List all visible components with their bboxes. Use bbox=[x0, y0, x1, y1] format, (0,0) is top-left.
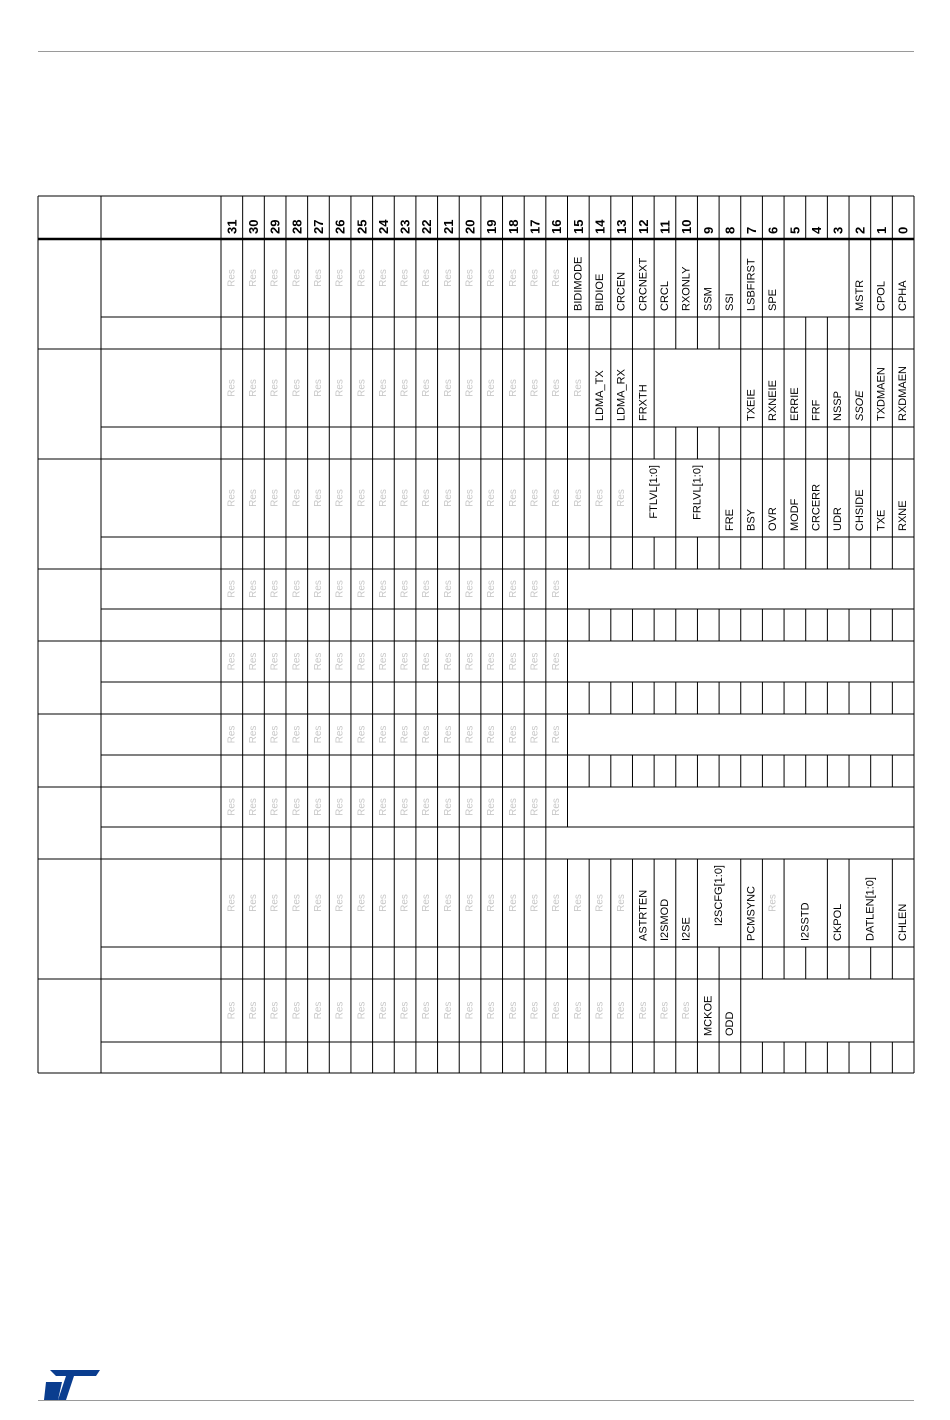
field-bsy: BSY bbox=[745, 508, 758, 531]
reserved-bit-28: Res bbox=[291, 1001, 303, 1020]
reserved-bit-26: Res bbox=[334, 725, 346, 744]
field-mstr: MSTR bbox=[853, 279, 866, 311]
reserved-bit-24: Res bbox=[377, 652, 389, 671]
reserved-bit-19: Res bbox=[486, 1001, 498, 1020]
reserved-bit-30: Res bbox=[247, 379, 259, 397]
reserved-bit-14: Res bbox=[594, 489, 606, 507]
reserved-bit-24: Res bbox=[377, 725, 389, 744]
reserved-bit-29: Res bbox=[269, 798, 281, 816]
field-mckoe: MCKOE bbox=[702, 995, 715, 1036]
reserved-bit-30: Res bbox=[247, 489, 259, 507]
field-frf: FRF bbox=[810, 399, 823, 421]
reserved-bit-20: Res bbox=[464, 725, 476, 744]
reserved-bit-22: Res bbox=[421, 894, 433, 912]
field-ovr: OVR bbox=[767, 507, 780, 531]
reserved-bit-20: Res bbox=[464, 269, 476, 287]
reserved-bit-27: Res bbox=[312, 269, 324, 287]
reserved-bit-28: Res bbox=[291, 725, 303, 744]
reserved-bit-16: Res bbox=[551, 379, 563, 397]
field-modf: MODF bbox=[788, 498, 801, 531]
reserved-bit-6: Res bbox=[767, 894, 779, 912]
bit-number-11: 11 bbox=[657, 220, 673, 234]
bit-number-10: 10 bbox=[679, 219, 695, 234]
reserved-bit-28: Res bbox=[291, 894, 303, 912]
reserved-bit-25: Res bbox=[356, 489, 368, 507]
field-i2sstd: I2SSTD bbox=[799, 902, 812, 941]
field-bidimode: BIDIMODE bbox=[572, 256, 585, 311]
reserved-bit-17: Res bbox=[529, 894, 541, 912]
bit-number-15: 15 bbox=[570, 219, 586, 234]
reserved-bit-20: Res bbox=[464, 489, 476, 507]
field-udr: UDR bbox=[832, 507, 845, 531]
reserved-bit-28: Res bbox=[291, 489, 303, 507]
reserved-bit-30: Res bbox=[247, 1001, 259, 1020]
field-rxne: RXNE bbox=[897, 500, 910, 531]
field-ftlvl-1-0-: FTLVL[1:0] bbox=[648, 465, 661, 519]
reserved-bit-18: Res bbox=[507, 269, 519, 287]
field-crcl: CRCL bbox=[658, 281, 671, 311]
reserved-bit-29: Res bbox=[269, 379, 281, 397]
reserved-bit-17: Res bbox=[529, 1001, 541, 1020]
reserved-bit-31: Res bbox=[226, 580, 238, 598]
reserved-bit-24: Res bbox=[377, 798, 389, 816]
reserved-bit-25: Res bbox=[356, 379, 368, 397]
reserved-bit-17: Res bbox=[529, 580, 541, 598]
reserved-bit-17: Res bbox=[529, 798, 541, 816]
reserved-bit-23: Res bbox=[399, 489, 411, 507]
reserved-bit-27: Res bbox=[312, 652, 324, 671]
reserved-bit-22: Res bbox=[421, 489, 433, 507]
reserved-bit-25: Res bbox=[356, 894, 368, 912]
reserved-bit-22: Res bbox=[421, 798, 433, 816]
reserved-bit-18: Res bbox=[507, 379, 519, 397]
reserved-bit-28: Res bbox=[291, 798, 303, 816]
reserved-bit-13: Res bbox=[616, 894, 628, 912]
reserved-bit-30: Res bbox=[247, 725, 259, 744]
reserved-bit-18: Res bbox=[507, 894, 519, 912]
reserved-bit-19: Res bbox=[486, 894, 498, 912]
field-bidioe: BIDIOE bbox=[593, 273, 606, 311]
reserved-bit-17: Res bbox=[529, 489, 541, 507]
reserved-bit-26: Res bbox=[334, 379, 346, 397]
reserved-bit-20: Res bbox=[464, 652, 476, 671]
reserved-bit-14: Res bbox=[594, 894, 606, 912]
field-cpol: CPOL bbox=[875, 281, 888, 311]
reserved-bit-28: Res bbox=[291, 269, 303, 287]
reserved-bit-25: Res bbox=[356, 269, 368, 287]
reserved-bit-21: Res bbox=[442, 1001, 454, 1020]
reserved-bit-15: Res bbox=[572, 1001, 584, 1020]
reserved-bit-31: Res bbox=[226, 489, 238, 507]
reserved-bit-19: Res bbox=[486, 489, 498, 507]
field-ssm: SSM bbox=[702, 287, 715, 311]
field-ckpol: CKPOL bbox=[832, 903, 845, 941]
reserved-bit-17: Res bbox=[529, 652, 541, 671]
reserved-bit-13: Res bbox=[616, 1001, 628, 1020]
reserved-bit-22: Res bbox=[421, 652, 433, 671]
reserved-bit-23: Res bbox=[399, 379, 411, 397]
reserved-bit-20: Res bbox=[464, 1001, 476, 1020]
bit-number-6: 6 bbox=[765, 226, 781, 234]
reserved-bit-26: Res bbox=[334, 798, 346, 816]
reserved-bit-29: Res bbox=[269, 269, 281, 287]
reserved-bit-27: Res bbox=[312, 894, 324, 912]
bit-number-21: 21 bbox=[440, 219, 456, 234]
reserved-bit-15: Res bbox=[572, 894, 584, 912]
bit-number-19: 19 bbox=[484, 219, 500, 234]
reserved-bit-23: Res bbox=[399, 725, 411, 744]
reserved-bit-28: Res bbox=[291, 652, 303, 671]
reserved-bit-16: Res bbox=[551, 725, 563, 744]
reserved-bit-26: Res bbox=[334, 580, 346, 598]
reserved-bit-21: Res bbox=[442, 894, 454, 912]
bit-number-16: 16 bbox=[549, 219, 565, 234]
reserved-bit-21: Res bbox=[442, 725, 454, 744]
field-frlvl-1-0-: FRLVL[1:0] bbox=[691, 465, 704, 520]
reserved-bit-21: Res bbox=[442, 489, 454, 507]
reserved-bit-16: Res bbox=[551, 1001, 563, 1020]
reserved-bit-15: Res bbox=[572, 379, 584, 397]
reserved-bit-31: Res bbox=[226, 725, 238, 744]
field-astrten: ASTRTEN bbox=[637, 889, 650, 941]
reserved-bit-21: Res bbox=[442, 798, 454, 816]
field-lsbfirst: LSBFIRST bbox=[745, 258, 758, 311]
reserved-bit-30: Res bbox=[247, 269, 259, 287]
reserved-bit-22: Res bbox=[421, 379, 433, 397]
reserved-bit-18: Res bbox=[507, 652, 519, 671]
field-pcmsync: PCMSYNC bbox=[745, 885, 758, 941]
field-ldma-rx: LDMA_RX bbox=[615, 369, 628, 421]
reserved-bit-28: Res bbox=[291, 379, 303, 397]
bit-number-30: 30 bbox=[245, 219, 261, 234]
bit-number-13: 13 bbox=[614, 219, 630, 234]
field-ldma-tx: LDMA_TX bbox=[593, 370, 606, 421]
reserved-bit-24: Res bbox=[377, 1001, 389, 1020]
field-ssoe: SSOE bbox=[853, 390, 866, 421]
reserved-bit-30: Res bbox=[247, 652, 259, 671]
reserved-bit-31: Res bbox=[226, 652, 238, 671]
reserved-bit-18: Res bbox=[507, 1001, 519, 1020]
field-rxneie: RXNEIE bbox=[767, 380, 780, 421]
reserved-bit-24: Res bbox=[377, 580, 389, 598]
reserved-bit-21: Res bbox=[442, 652, 454, 671]
reserved-bit-19: Res bbox=[486, 379, 498, 397]
bit-number-5: 5 bbox=[787, 226, 803, 234]
reserved-bit-19: Res bbox=[486, 725, 498, 744]
reserved-bit-11: Res bbox=[659, 1001, 671, 1020]
field-odd: ODD bbox=[723, 1011, 736, 1036]
reserved-bit-19: Res bbox=[486, 580, 498, 598]
bit-number-20: 20 bbox=[462, 219, 478, 234]
bit-number-14: 14 bbox=[592, 219, 608, 234]
reserved-bit-19: Res bbox=[486, 269, 498, 287]
reserved-bit-23: Res bbox=[399, 798, 411, 816]
reserved-bit-14: Res bbox=[594, 1001, 606, 1020]
reserved-bit-31: Res bbox=[226, 798, 238, 816]
reserved-bit-16: Res bbox=[551, 652, 563, 671]
reserved-bit-15: Res bbox=[572, 489, 584, 507]
reserved-bit-16: Res bbox=[551, 894, 563, 912]
reserved-bit-23: Res bbox=[399, 652, 411, 671]
reserved-bit-17: Res bbox=[529, 269, 541, 287]
field-cpha: CPHA bbox=[897, 280, 910, 311]
reserved-bit-30: Res bbox=[247, 798, 259, 816]
reserved-bit-22: Res bbox=[421, 1001, 433, 1020]
reserved-bit-17: Res bbox=[529, 725, 541, 744]
reserved-bit-31: Res bbox=[226, 269, 238, 287]
reserved-bit-21: Res bbox=[442, 269, 454, 287]
reserved-bit-24: Res bbox=[377, 894, 389, 912]
bit-number-29: 29 bbox=[267, 219, 283, 234]
reserved-bit-23: Res bbox=[399, 580, 411, 598]
reserved-bit-27: Res bbox=[312, 1001, 324, 1020]
reserved-bit-20: Res bbox=[464, 798, 476, 816]
field-chlen: CHLEN bbox=[897, 903, 910, 941]
bit-number-7: 7 bbox=[744, 226, 760, 234]
field-i2se: I2SE bbox=[680, 917, 693, 941]
bit-number-18: 18 bbox=[505, 219, 521, 234]
bit-number-17: 17 bbox=[527, 219, 543, 234]
bit-number-2: 2 bbox=[852, 226, 868, 234]
reserved-bit-22: Res bbox=[421, 580, 433, 598]
reserved-bit-20: Res bbox=[464, 580, 476, 598]
reserved-bit-25: Res bbox=[356, 652, 368, 671]
reserved-bit-29: Res bbox=[269, 725, 281, 744]
reserved-bit-22: Res bbox=[421, 725, 433, 744]
reserved-bit-13: Res bbox=[616, 489, 628, 507]
reserved-bit-16: Res bbox=[551, 798, 563, 816]
reserved-bit-24: Res bbox=[377, 379, 389, 397]
reserved-bit-25: Res bbox=[356, 798, 368, 816]
reserved-bit-17: Res bbox=[529, 379, 541, 397]
field-txdmaen: TXDMAEN bbox=[875, 367, 888, 421]
bit-number-27: 27 bbox=[310, 219, 326, 234]
reserved-bit-30: Res bbox=[247, 580, 259, 598]
reserved-bit-29: Res bbox=[269, 652, 281, 671]
reserved-bit-27: Res bbox=[312, 580, 324, 598]
bit-number-3: 3 bbox=[830, 226, 846, 234]
reserved-bit-31: Res bbox=[226, 379, 238, 397]
field-txeie: TXEIE bbox=[745, 389, 758, 421]
bit-number-25: 25 bbox=[354, 219, 370, 234]
bit-number-4: 4 bbox=[809, 226, 825, 234]
field-datlen-1-0-: DATLEN[1:0] bbox=[864, 877, 877, 941]
reserved-bit-16: Res bbox=[551, 580, 563, 598]
reserved-bit-19: Res bbox=[486, 652, 498, 671]
reserved-bit-29: Res bbox=[269, 580, 281, 598]
reserved-bit-29: Res bbox=[269, 1001, 281, 1020]
reserved-bit-18: Res bbox=[507, 489, 519, 507]
reserved-bit-12: Res bbox=[637, 1001, 649, 1020]
reserved-bit-31: Res bbox=[226, 1001, 238, 1020]
reserved-bit-25: Res bbox=[356, 1001, 368, 1020]
reserved-bit-19: Res bbox=[486, 798, 498, 816]
reserved-bit-23: Res bbox=[399, 894, 411, 912]
reserved-bit-26: Res bbox=[334, 489, 346, 507]
bit-number-9: 9 bbox=[700, 226, 716, 234]
reserved-bit-16: Res bbox=[551, 489, 563, 507]
reserved-bit-30: Res bbox=[247, 894, 259, 912]
reserved-bit-20: Res bbox=[464, 894, 476, 912]
bit-number-1: 1 bbox=[874, 226, 890, 234]
reserved-bit-24: Res bbox=[377, 269, 389, 287]
reserved-bit-25: Res bbox=[356, 580, 368, 598]
field-fre: FRE bbox=[723, 509, 736, 531]
reserved-bit-27: Res bbox=[312, 379, 324, 397]
field-rxdmaen: RXDMAEN bbox=[897, 365, 910, 421]
field-spe: SPE bbox=[767, 288, 780, 311]
field-i2smod: I2SMOD bbox=[658, 898, 671, 941]
field-nssp: NSSP bbox=[832, 391, 845, 421]
field-crcnext: CRCNEXT bbox=[637, 257, 650, 311]
field-txe: TXE bbox=[875, 509, 888, 531]
field-errie: ERRIE bbox=[788, 387, 801, 421]
bit-number-12: 12 bbox=[635, 219, 651, 234]
bit-number-26: 26 bbox=[332, 219, 348, 234]
reserved-bit-23: Res bbox=[399, 269, 411, 287]
reserved-bit-18: Res bbox=[507, 798, 519, 816]
reserved-bit-26: Res bbox=[334, 1001, 346, 1020]
bit-number-24: 24 bbox=[375, 219, 391, 234]
reserved-bit-18: Res bbox=[507, 580, 519, 598]
reserved-bit-26: Res bbox=[334, 652, 346, 671]
reserved-bit-27: Res bbox=[312, 725, 324, 744]
field-crcerr: CRCERR bbox=[810, 483, 823, 531]
bit-number-8: 8 bbox=[722, 226, 738, 234]
reserved-bit-18: Res bbox=[507, 725, 519, 744]
reserved-bit-10: Res bbox=[681, 1001, 693, 1020]
field-i2scfg-1-0-: I2SCFG[1:0] bbox=[713, 865, 726, 927]
bit-number-0: 0 bbox=[895, 226, 911, 234]
bit-number-28: 28 bbox=[289, 219, 305, 234]
reserved-bit-21: Res bbox=[442, 580, 454, 598]
reserved-bit-26: Res bbox=[334, 894, 346, 912]
reserved-bit-24: Res bbox=[377, 489, 389, 507]
field-rxonly: RXONLY bbox=[680, 266, 693, 311]
field-ssi: SSI bbox=[723, 293, 736, 311]
field-chside: CHSIDE bbox=[853, 489, 866, 531]
reserved-bit-27: Res bbox=[312, 798, 324, 816]
reserved-bit-31: Res bbox=[226, 894, 238, 912]
reserved-bit-29: Res bbox=[269, 894, 281, 912]
reserved-bit-27: Res bbox=[312, 489, 324, 507]
bit-number-31: 31 bbox=[224, 219, 240, 234]
reserved-bit-21: Res bbox=[442, 379, 454, 397]
field-frxth: FRXTH bbox=[637, 384, 650, 421]
st-logo bbox=[44, 1370, 100, 1400]
reserved-bit-29: Res bbox=[269, 489, 281, 507]
reserved-bit-16: Res bbox=[551, 269, 563, 287]
bit-number-22: 22 bbox=[419, 219, 435, 234]
bit-number-23: 23 bbox=[397, 219, 413, 234]
reserved-bit-23: Res bbox=[399, 1001, 411, 1020]
reserved-bit-25: Res bbox=[356, 725, 368, 744]
reserved-bit-26: Res bbox=[334, 269, 346, 287]
reserved-bit-28: Res bbox=[291, 580, 303, 598]
field-crcen: CRCEN bbox=[615, 271, 628, 311]
reserved-bit-20: Res bbox=[464, 379, 476, 397]
reserved-bit-22: Res bbox=[421, 269, 433, 287]
